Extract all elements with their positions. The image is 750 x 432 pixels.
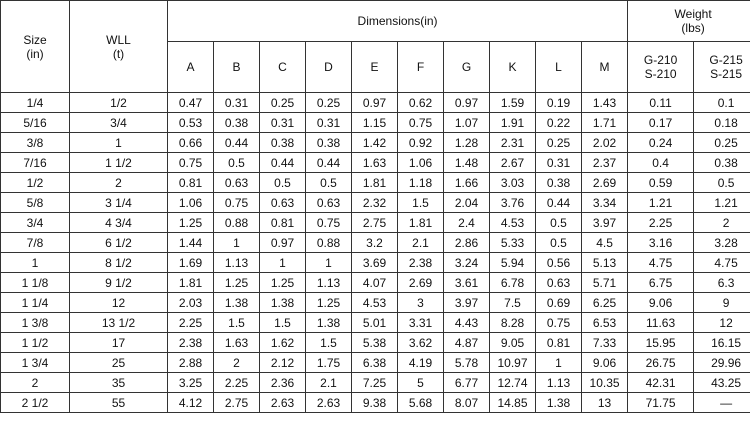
- table-cell: 6.78: [490, 273, 536, 293]
- table-cell: 2: [1, 373, 70, 393]
- table-cell: 4.87: [444, 333, 490, 353]
- table-cell: 0.81: [260, 213, 306, 233]
- table-cell: 9: [694, 293, 750, 313]
- table-cell: 2.63: [306, 393, 352, 413]
- table-cell: 0.38: [260, 133, 306, 153]
- table-cell: 1.5: [306, 333, 352, 353]
- table-cell: 2.69: [582, 173, 628, 193]
- table-cell: 55: [70, 393, 168, 413]
- table-cell: 0.63: [536, 273, 582, 293]
- table-cell: 4.75: [628, 253, 694, 273]
- table-cell: 1 1/4: [1, 293, 70, 313]
- table-cell: 7.25: [352, 373, 398, 393]
- table-cell: 3.62: [398, 333, 444, 353]
- table-cell: 9 1/2: [70, 273, 168, 293]
- dim-col-header-d: D: [306, 42, 352, 93]
- table-cell: 1.13: [214, 253, 260, 273]
- table-cell: 14.85: [490, 393, 536, 413]
- table-row: [1, 273, 750, 293]
- table-cell: 0.38: [536, 173, 582, 193]
- table-cell: 0.4: [628, 153, 694, 173]
- table-cell: 1 3/8: [1, 313, 70, 333]
- table-cell: 1.81: [168, 273, 214, 293]
- table-cell: 0.17: [628, 113, 694, 133]
- table-row: [1, 253, 750, 273]
- table-cell: 5.38: [352, 333, 398, 353]
- table-cell: 43.25: [694, 373, 750, 393]
- table-cell: 1.91: [490, 113, 536, 133]
- table-cell: 3/8: [1, 133, 70, 153]
- table-cell: 4.07: [352, 273, 398, 293]
- table-cell: 1/4: [1, 93, 70, 113]
- table-cell: —: [694, 393, 750, 413]
- table-cell: 1/2: [70, 93, 168, 113]
- table-cell: 4 3/4: [70, 213, 168, 233]
- table-cell: 1.62: [260, 333, 306, 353]
- table-cell: 0.53: [168, 113, 214, 133]
- table-cell: 0.25: [536, 133, 582, 153]
- table-cell: 3 1/4: [70, 193, 168, 213]
- table-cell: 0.81: [168, 173, 214, 193]
- table-cell: 1.25: [260, 273, 306, 293]
- table-cell: 0.25: [260, 93, 306, 113]
- table-cell: 0.66: [168, 133, 214, 153]
- table-cell: 7.33: [582, 333, 628, 353]
- table-cell: 1.63: [214, 333, 260, 353]
- table-cell: 0.63: [260, 193, 306, 213]
- table-cell: 0.18: [694, 113, 750, 133]
- table-cell: 2.31: [490, 133, 536, 153]
- size-header: Size (in): [1, 1, 70, 93]
- table-cell: 0.92: [398, 133, 444, 153]
- table-cell: 3.16: [628, 233, 694, 253]
- table-cell: 4.53: [490, 213, 536, 233]
- table-cell: 0.5: [260, 173, 306, 193]
- table-cell: 3.31: [398, 313, 444, 333]
- table-cell: 1.21: [628, 193, 694, 213]
- table-cell: 1.06: [168, 193, 214, 213]
- table-cell: 1.06: [398, 153, 444, 173]
- table-cell: 6.77: [444, 373, 490, 393]
- table-cell: 1.25: [306, 293, 352, 313]
- table-cell: 0.5: [536, 213, 582, 233]
- table-cell: 2.02: [582, 133, 628, 153]
- table-cell: 1.71: [582, 113, 628, 133]
- dim-col-header-k: K: [490, 42, 536, 93]
- dim-col-header-a: A: [168, 42, 214, 93]
- table-cell: 2.69: [398, 273, 444, 293]
- table-cell: 1/2: [1, 173, 70, 193]
- table-cell: 1: [536, 353, 582, 373]
- table-cell: 2.32: [352, 193, 398, 213]
- table-cell: 1.59: [490, 93, 536, 113]
- dim-col-header-c: C: [260, 42, 306, 93]
- table-cell: 0.5: [694, 173, 750, 193]
- table-cell: 1 1/2: [1, 333, 70, 353]
- table-cell: 3.03: [490, 173, 536, 193]
- weight-col-header: G-215 S-215: [694, 42, 750, 93]
- dim-col-header-g: G: [444, 42, 490, 93]
- dim-col-header-f: F: [398, 42, 444, 93]
- table-cell: 3: [398, 293, 444, 313]
- table-cell: 0.38: [694, 153, 750, 173]
- table-cell: 1.66: [444, 173, 490, 193]
- table-cell: 1.25: [214, 273, 260, 293]
- table-cell: 0.75: [306, 213, 352, 233]
- table-cell: 3.97: [582, 213, 628, 233]
- table-cell: 5.33: [490, 233, 536, 253]
- table-cell: 42.31: [628, 373, 694, 393]
- table-cell: 0.75: [536, 313, 582, 333]
- table-cell: 0.88: [306, 233, 352, 253]
- table-cell: 1.07: [444, 113, 490, 133]
- table-cell: 0.1: [694, 93, 750, 113]
- table-cell: 10.97: [490, 353, 536, 373]
- table-cell: 1.38: [260, 293, 306, 313]
- table-cell: 2.38: [398, 253, 444, 273]
- table-cell: 15.95: [628, 333, 694, 353]
- table-cell: 0.47: [168, 93, 214, 113]
- table-cell: 0.97: [444, 93, 490, 113]
- table-cell: 16.15: [694, 333, 750, 353]
- table-cell: 1.38: [214, 293, 260, 313]
- table-cell: 9.06: [582, 353, 628, 373]
- table-cell: 0.31: [306, 113, 352, 133]
- table-cell: 4.12: [168, 393, 214, 413]
- table-cell: 0.59: [628, 173, 694, 193]
- table-cell: 13 1/2: [70, 313, 168, 333]
- table-cell: 0.25: [694, 133, 750, 153]
- table-cell: 7.5: [490, 293, 536, 313]
- table-cell: 1.28: [444, 133, 490, 153]
- table-cell: 3/4: [70, 113, 168, 133]
- table-cell: 12.74: [490, 373, 536, 393]
- table-cell: 0.75: [214, 193, 260, 213]
- table-cell: 1.18: [398, 173, 444, 193]
- table-cell: 0.5: [214, 153, 260, 173]
- table-row: [1, 213, 750, 233]
- table-cell: 0.44: [214, 133, 260, 153]
- table-cell: 9.38: [352, 393, 398, 413]
- table-cell: 0.44: [536, 193, 582, 213]
- dim-col-header-m: M: [582, 42, 628, 93]
- table-cell: 5.68: [398, 393, 444, 413]
- table-cell: 2.38: [168, 333, 214, 353]
- dimensions-header: Dimensions(in): [168, 1, 628, 42]
- table-cell: 1.21: [694, 193, 750, 213]
- table-row: [1, 353, 750, 373]
- table-cell: 7/16: [1, 153, 70, 173]
- table-row: [1, 133, 750, 153]
- table-cell: 1.13: [536, 373, 582, 393]
- table-cell: 1.15: [352, 113, 398, 133]
- table-cell: 4.19: [398, 353, 444, 373]
- table-cell: 0.69: [536, 293, 582, 313]
- table-cell: 0.5: [306, 173, 352, 193]
- table-cell: 1.13: [306, 273, 352, 293]
- table-cell: 3.24: [444, 253, 490, 273]
- table-cell: 1.5: [214, 313, 260, 333]
- table-row: [1, 313, 750, 333]
- table-cell: 8 1/2: [70, 253, 168, 273]
- table-cell: 3.61: [444, 273, 490, 293]
- table-cell: 3.34: [582, 193, 628, 213]
- table-cell: 5.13: [582, 253, 628, 273]
- table-row: [1, 373, 750, 393]
- table-cell: 2.25: [214, 373, 260, 393]
- table-cell: 4.5: [582, 233, 628, 253]
- table-cell: 3/4: [1, 213, 70, 233]
- table-cell: 0.56: [536, 253, 582, 273]
- table-cell: 13: [582, 393, 628, 413]
- table-cell: 5: [398, 373, 444, 393]
- table-cell: 0.5: [536, 233, 582, 253]
- table-cell: 71.75: [628, 393, 694, 413]
- table-cell: 0.75: [168, 153, 214, 173]
- table-cell: 2.12: [260, 353, 306, 373]
- table-cell: 0.75: [398, 113, 444, 133]
- table-cell: 26.75: [628, 353, 694, 373]
- table-cell: 2.75: [214, 393, 260, 413]
- table-cell: 0.97: [352, 93, 398, 113]
- table-cell: 2.63: [260, 393, 306, 413]
- table-cell: 1.75: [306, 353, 352, 373]
- table-cell: 0.63: [214, 173, 260, 193]
- table-cell: 1.63: [352, 153, 398, 173]
- table-cell: 1: [260, 253, 306, 273]
- table-cell: 0.31: [536, 153, 582, 173]
- table-cell: 5/16: [1, 113, 70, 133]
- table-cell: 2.04: [444, 193, 490, 213]
- table-cell: 2.36: [260, 373, 306, 393]
- table-cell: 1.81: [398, 213, 444, 233]
- table-cell: 0.24: [628, 133, 694, 153]
- table-cell: 1: [214, 233, 260, 253]
- table-cell: 2: [70, 173, 168, 193]
- table-cell: 7/8: [1, 233, 70, 253]
- table-cell: 4.53: [352, 293, 398, 313]
- table-cell: 0.38: [306, 133, 352, 153]
- table-cell: 2.25: [628, 213, 694, 233]
- table-cell: 17: [70, 333, 168, 353]
- table-cell: 3.2: [352, 233, 398, 253]
- table-cell: 1.43: [582, 93, 628, 113]
- table-cell: 6 1/2: [70, 233, 168, 253]
- table-cell: 1.5: [260, 313, 306, 333]
- table-cell: 1 3/4: [1, 353, 70, 373]
- table-cell: 1 1/2: [70, 153, 168, 173]
- table-cell: 0.44: [260, 153, 306, 173]
- table-cell: 35: [70, 373, 168, 393]
- table-cell: 0.19: [536, 93, 582, 113]
- table-cell: 25: [70, 353, 168, 373]
- table-cell: 1: [306, 253, 352, 273]
- table-cell: 0.22: [536, 113, 582, 133]
- table-cell: 11.63: [628, 313, 694, 333]
- table-row: [1, 233, 750, 253]
- table-cell: 0.38: [214, 113, 260, 133]
- table-cell: 2 1/2: [1, 393, 70, 413]
- table-cell: 1.81: [352, 173, 398, 193]
- table-cell: 1: [70, 133, 168, 153]
- dim-col-header-e: E: [352, 42, 398, 93]
- table-cell: 1.5: [398, 193, 444, 213]
- table-cell: 12: [694, 313, 750, 333]
- table-cell: 8.07: [444, 393, 490, 413]
- table-cell: 5.78: [444, 353, 490, 373]
- table-cell: 2.1: [306, 373, 352, 393]
- table-cell: 4.43: [444, 313, 490, 333]
- table-cell: 6.38: [352, 353, 398, 373]
- table-cell: 6.75: [628, 273, 694, 293]
- table-cell: 6.3: [694, 273, 750, 293]
- table-cell: 6.53: [582, 313, 628, 333]
- table-cell: 1.69: [168, 253, 214, 273]
- table-cell: 2.75: [352, 213, 398, 233]
- table-cell: 1.48: [444, 153, 490, 173]
- table-cell: 5.71: [582, 273, 628, 293]
- weight-col-header: G-210 S-210: [628, 42, 694, 93]
- table-cell: 1.38: [306, 313, 352, 333]
- table-cell: 1.42: [352, 133, 398, 153]
- table-cell: 9.05: [490, 333, 536, 353]
- table-cell: 5/8: [1, 193, 70, 213]
- table-cell: 2.37: [582, 153, 628, 173]
- table-cell: 1: [1, 253, 70, 273]
- table-cell: 0.97: [260, 233, 306, 253]
- table-cell: 2.4: [444, 213, 490, 233]
- table-cell: 2.86: [444, 233, 490, 253]
- table-cell: 3.76: [490, 193, 536, 213]
- table-cell: 12: [70, 293, 168, 313]
- table-row: [1, 93, 750, 113]
- table-cell: 2.67: [490, 153, 536, 173]
- table-row: [1, 393, 750, 413]
- table-cell: 0.11: [628, 93, 694, 113]
- table-body: [1, 93, 750, 413]
- table-row: [1, 173, 750, 193]
- table-cell: 0.25: [306, 93, 352, 113]
- table-cell: 1.44: [168, 233, 214, 253]
- table-cell: 8.28: [490, 313, 536, 333]
- table-cell: 0.81: [536, 333, 582, 353]
- table-cell: 1 1/8: [1, 273, 70, 293]
- table-row: [1, 113, 750, 133]
- table-cell: 0.44: [306, 153, 352, 173]
- table-cell: 10.35: [582, 373, 628, 393]
- table-cell: 0.63: [306, 193, 352, 213]
- table-cell: 4.75: [694, 253, 750, 273]
- table-cell: 1.25: [168, 213, 214, 233]
- weight-header: Weight (lbs): [628, 1, 750, 42]
- table-cell: 0.88: [214, 213, 260, 233]
- table-cell: 6.25: [582, 293, 628, 313]
- table-cell: 5.94: [490, 253, 536, 273]
- table-cell: 2.03: [168, 293, 214, 313]
- table-row: [1, 193, 750, 213]
- table-cell: 0.31: [214, 93, 260, 113]
- dim-col-header-b: B: [214, 42, 260, 93]
- table-cell: 2.1: [398, 233, 444, 253]
- table-cell: 5.01: [352, 313, 398, 333]
- table-row: [1, 333, 750, 353]
- table-cell: 2.25: [168, 313, 214, 333]
- table-cell: 2: [694, 213, 750, 233]
- table-row: [1, 153, 750, 173]
- table-cell: 9.06: [628, 293, 694, 313]
- dim-col-header-l: L: [536, 42, 582, 93]
- table-cell: 2: [214, 353, 260, 373]
- table-cell: 3.69: [352, 253, 398, 273]
- table-cell: 3.25: [168, 373, 214, 393]
- table-cell: 3.97: [444, 293, 490, 313]
- wll-header: WLL (t): [70, 1, 168, 93]
- table-cell: 1.38: [536, 393, 582, 413]
- table-row: [1, 293, 750, 313]
- table-cell: 0.31: [260, 113, 306, 133]
- table-cell: 29.96: [694, 353, 750, 373]
- table-cell: 0.62: [398, 93, 444, 113]
- table-cell: 3.28: [694, 233, 750, 253]
- table-cell: 2.88: [168, 353, 214, 373]
